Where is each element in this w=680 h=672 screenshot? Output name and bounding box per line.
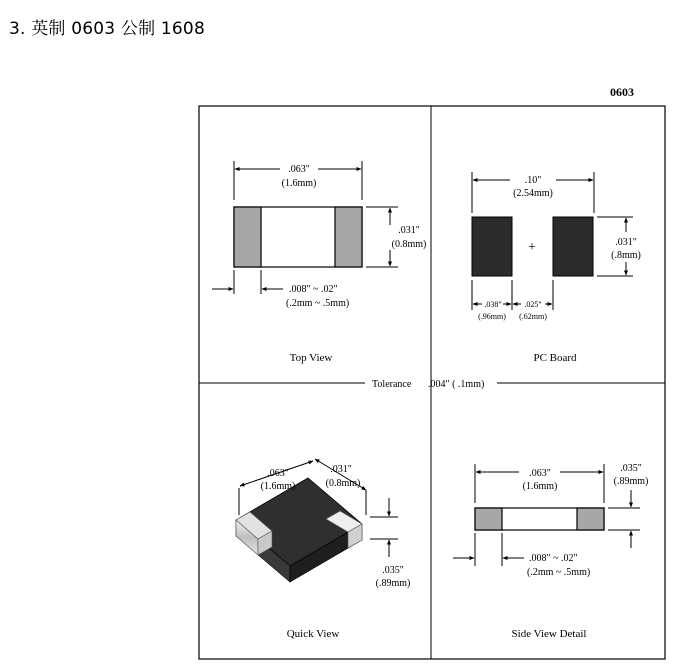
pcb-pad-height-mm: (.8mm): [611, 250, 641, 261]
side-chip-terminal-left: [475, 508, 502, 530]
pcb-pad-width-in: .038": [484, 300, 502, 309]
tolerance-label: Tolerance: [372, 379, 412, 390]
pcb-gap-in: .025": [524, 300, 542, 309]
quick-width-in: .031": [330, 464, 352, 475]
side-term-in: .008" ~ .02": [529, 553, 578, 564]
pcb-pitch-in: .10": [524, 175, 542, 186]
pcb-pad-height-in: .031": [615, 237, 637, 248]
top-width-in: .031": [398, 225, 420, 236]
side-term-mm: (.2mm ~ .5mm): [527, 567, 591, 578]
top-view-caption: Top View: [289, 352, 333, 364]
top-length-in: .063": [288, 164, 310, 175]
quick-height-in: .035": [382, 565, 404, 576]
pcb-pad-left: [472, 217, 512, 276]
pc-board-caption: PC Board: [533, 352, 577, 364]
top-width-mm: (0.8mm): [391, 239, 427, 250]
quick-width-mm: (0.8mm): [325, 478, 361, 489]
size-code-label: 0603: [610, 85, 634, 99]
side-chip-terminal-right: [577, 508, 604, 530]
side-height-mm: (.89mm): [613, 476, 649, 487]
quick-length-in: .063": [267, 468, 289, 479]
top-length-mm: (1.6mm): [281, 178, 317, 189]
side-length-mm: (1.6mm): [522, 481, 558, 492]
quick-view-caption: Quick View: [286, 628, 340, 640]
top-term-in: .008" ~ .02": [289, 284, 338, 295]
tolerance-value: .004" ( .1mm): [428, 379, 485, 390]
pc-board-panel: [472, 172, 641, 364]
side-view-caption: Side View Detail: [511, 628, 587, 640]
quick-view-panel: [236, 459, 410, 640]
side-view-panel: [453, 463, 648, 640]
pcb-center-plus: +: [528, 240, 536, 255]
top-chip-terminal-right: [335, 207, 362, 267]
quick-length-mm: (1.6mm): [260, 481, 296, 492]
quick-height-mm: (.89mm): [375, 578, 411, 589]
pcb-pad-right: [553, 217, 593, 276]
pcb-pitch-mm: (2.54mm): [513, 188, 553, 199]
top-term-mm: (.2mm ~ .5mm): [286, 298, 350, 309]
side-length-in: .063": [529, 468, 551, 479]
pcb-gap-mm: (.62mm): [519, 312, 547, 321]
top-view-panel: [212, 161, 426, 364]
top-chip-terminal-left: [234, 207, 261, 267]
side-height-in: .035": [620, 463, 642, 474]
page-heading: 3. 英制 0603 公制 1608: [9, 19, 205, 39]
pcb-pad-width-mm: (.96mm): [478, 312, 506, 321]
